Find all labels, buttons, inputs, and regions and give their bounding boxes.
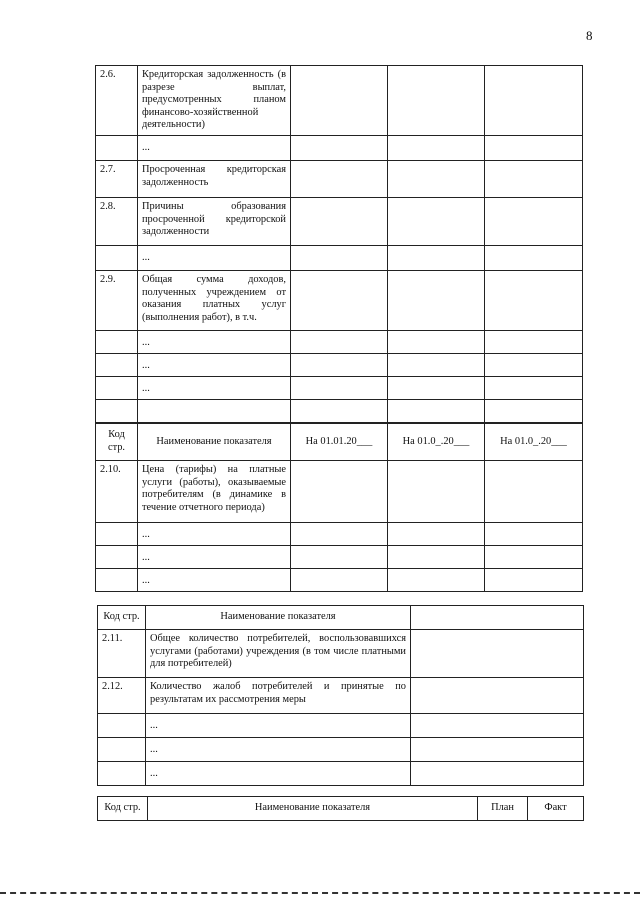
value-cell[interactable] xyxy=(485,160,583,197)
ellipsis-text: ... xyxy=(142,251,150,263)
value-cell[interactable] xyxy=(485,245,583,270)
value-cell[interactable] xyxy=(291,523,388,546)
value-cell[interactable] xyxy=(411,630,584,678)
ellipsis-text: ... xyxy=(150,720,158,731)
row-name xyxy=(138,330,291,353)
ellipsis-text: ... xyxy=(142,382,150,394)
table-row xyxy=(96,353,583,376)
value-cell[interactable] xyxy=(411,714,584,738)
row-name xyxy=(146,714,411,738)
row-code: 2.9. xyxy=(96,270,138,330)
ellipsis-text: ... xyxy=(142,336,150,348)
table-row xyxy=(98,714,584,738)
table-row xyxy=(96,376,583,399)
ellipsis-text: ... xyxy=(142,529,150,540)
table-row xyxy=(96,135,583,160)
header-fact: Факт xyxy=(528,797,584,821)
row-code: 2.12. xyxy=(98,678,146,714)
table-row xyxy=(96,160,583,197)
value-cell[interactable] xyxy=(388,376,485,399)
table-row xyxy=(96,270,583,330)
row-name xyxy=(138,353,291,376)
value-cell[interactable] xyxy=(388,546,485,569)
ellipsis-text: ... xyxy=(150,744,158,755)
value-cell[interactable] xyxy=(291,66,388,136)
value-cell[interactable] xyxy=(388,135,485,160)
row-name xyxy=(138,245,291,270)
value-cell[interactable] xyxy=(411,762,584,786)
row-code xyxy=(96,399,138,422)
row-name xyxy=(146,738,411,762)
row-code xyxy=(96,523,138,546)
value-cell[interactable] xyxy=(485,66,583,136)
page-number: 8 xyxy=(586,28,593,43)
value-cell[interactable] xyxy=(485,135,583,160)
row-code xyxy=(96,376,138,399)
value-cell[interactable] xyxy=(485,376,583,399)
row-name: Общая сумма доходов, полученных учреждением от оказания платных услуг (выполнения работ), в т.ч. xyxy=(138,270,291,330)
value-cell[interactable] xyxy=(485,399,583,422)
value-cell[interactable] xyxy=(291,160,388,197)
row-code xyxy=(98,714,146,738)
header-name: Наименование показателя xyxy=(146,606,411,630)
ellipsis-text: ... xyxy=(142,575,150,586)
header-code: Код стр. xyxy=(98,797,148,821)
value-cell[interactable] xyxy=(291,569,388,592)
row-code: 2.11. xyxy=(98,630,146,678)
row-name xyxy=(138,569,291,592)
value-cell[interactable] xyxy=(485,270,583,330)
header-code: Код стр. xyxy=(98,606,146,630)
header-code: Код стр. xyxy=(96,424,138,461)
value-cell[interactable] xyxy=(291,330,388,353)
value-cell[interactable] xyxy=(485,461,583,523)
table-consumers xyxy=(97,605,584,786)
row-code xyxy=(98,762,146,786)
value-cell[interactable] xyxy=(388,523,485,546)
table-row xyxy=(98,762,584,786)
row-code: 2.10. xyxy=(96,461,138,523)
header-col2: На 01.0_.20___ xyxy=(388,424,485,461)
value-cell[interactable] xyxy=(388,66,485,136)
table-row xyxy=(96,245,583,270)
row-name: Общее количество потребителей, воспользовавшихся услугами (работами) учреждения (в том числе платными для потребителей) xyxy=(146,630,411,678)
page-bottom-line xyxy=(0,892,640,894)
row-code xyxy=(96,135,138,160)
value-cell[interactable] xyxy=(485,353,583,376)
table-row xyxy=(96,399,583,422)
table-row xyxy=(96,330,583,353)
row-name xyxy=(138,546,291,569)
row-code: 2.7. xyxy=(96,160,138,197)
row-name xyxy=(138,376,291,399)
header-name: Наименование показателя xyxy=(148,797,478,821)
table-row xyxy=(98,738,584,762)
table-row xyxy=(98,678,584,714)
value-cell[interactable] xyxy=(485,546,583,569)
table-row xyxy=(96,523,583,546)
row-name xyxy=(146,762,411,786)
row-name: Количество жалоб потребителей и принятые по результатам их рассмотрения меры xyxy=(146,678,411,714)
table-row xyxy=(96,569,583,592)
row-code: 2.8. xyxy=(96,197,138,245)
row-code: 2.6. xyxy=(96,66,138,136)
table-plan-fact xyxy=(97,796,584,821)
table-header-row xyxy=(98,797,584,821)
table-indicators-1 xyxy=(95,65,583,423)
ellipsis-text: ... xyxy=(142,141,150,153)
row-code xyxy=(96,569,138,592)
row-name xyxy=(138,135,291,160)
value-cell[interactable] xyxy=(388,160,485,197)
value-cell[interactable] xyxy=(291,376,388,399)
value-cell[interactable] xyxy=(485,197,583,245)
value-cell[interactable] xyxy=(388,245,485,270)
value-cell[interactable] xyxy=(411,738,584,762)
header-plan: План xyxy=(478,797,528,821)
table-row xyxy=(98,630,584,678)
value-cell[interactable] xyxy=(388,399,485,422)
value-cell[interactable] xyxy=(291,353,388,376)
ellipsis-text: ... xyxy=(150,768,158,779)
table-row xyxy=(96,461,583,523)
value-cell[interactable] xyxy=(388,197,485,245)
value-cell[interactable] xyxy=(485,330,583,353)
table-row xyxy=(96,66,583,136)
row-code xyxy=(96,245,138,270)
header-col3: На 01.0_.20___ xyxy=(485,424,583,461)
row-name: Причины образования просроченной кредиторской задолженности xyxy=(138,197,291,245)
header-value xyxy=(411,606,584,630)
value-cell[interactable] xyxy=(388,270,485,330)
value-cell[interactable] xyxy=(485,523,583,546)
row-code xyxy=(98,738,146,762)
value-cell[interactable] xyxy=(291,461,388,523)
value-cell[interactable] xyxy=(291,546,388,569)
value-cell[interactable] xyxy=(388,330,485,353)
header-col1: На 01.01.20___ xyxy=(291,424,388,461)
header-name: Наименование показателя xyxy=(138,424,291,461)
value-cell[interactable] xyxy=(388,353,485,376)
value-cell[interactable] xyxy=(388,569,485,592)
value-cell[interactable] xyxy=(291,399,388,422)
row-name: Кредиторская задолженность (в разрезе выплат, предусмотренных планом финансово-хозяйственной деятельности) xyxy=(138,66,291,136)
value-cell[interactable] xyxy=(291,270,388,330)
row-name: Цена (тарифы) на платные услуги (работы), оказываемые потребителям (в динамике в течение отчетного периода) xyxy=(138,461,291,523)
row-code xyxy=(96,546,138,569)
row-name: Просроченная кредиторская задолженность xyxy=(138,160,291,197)
value-cell[interactable] xyxy=(291,245,388,270)
value-cell[interactable] xyxy=(291,135,388,160)
row-name xyxy=(138,523,291,546)
value-cell[interactable] xyxy=(485,569,583,592)
value-cell[interactable] xyxy=(411,678,584,714)
ellipsis-text: ... xyxy=(142,359,150,371)
value-cell[interactable] xyxy=(388,461,485,523)
table-prices xyxy=(95,423,583,592)
table-row xyxy=(96,546,583,569)
value-cell[interactable] xyxy=(291,197,388,245)
row-name xyxy=(138,399,291,422)
row-code xyxy=(96,330,138,353)
table-header-row xyxy=(98,606,584,630)
ellipsis-text: ... xyxy=(142,552,150,563)
table-header-row xyxy=(96,424,583,461)
row-code xyxy=(96,353,138,376)
table-row xyxy=(96,197,583,245)
